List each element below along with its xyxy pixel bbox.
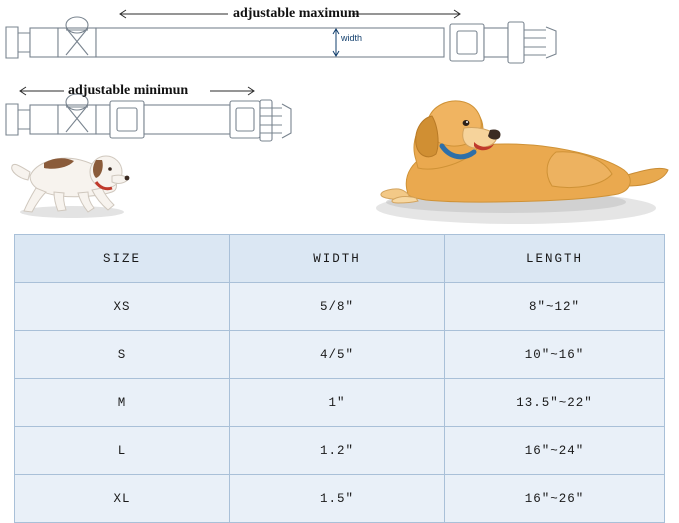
strap-min-icon — [6, 94, 291, 141]
column-header-width: WIDTH — [230, 235, 445, 283]
adjustable-minimum-label: adjustable minimun — [68, 83, 189, 98]
cell-length: 16"~24" — [445, 427, 665, 475]
cell-size: S — [15, 331, 230, 379]
cell-size: XS — [15, 283, 230, 331]
adjustable-maximum-label: adjustable maximum — [233, 6, 360, 21]
strap-max-icon — [6, 17, 556, 63]
cell-length: 8"~12" — [445, 283, 665, 331]
column-header-length: LENGTH — [445, 235, 665, 283]
size-chart-table — [14, 234, 665, 523]
table-row — [15, 283, 665, 331]
table-row — [15, 427, 665, 475]
table-row — [15, 475, 665, 523]
table-header-row — [15, 235, 665, 283]
running-dog-illustration — [12, 156, 130, 218]
table-row — [15, 379, 665, 427]
table-row — [15, 331, 665, 379]
collar-diagram-area — [0, 0, 679, 230]
cell-size: M — [15, 379, 230, 427]
cell-length: 13.5"~22" — [445, 379, 665, 427]
cell-size: XL — [15, 475, 230, 523]
cell-width: 1" — [230, 379, 445, 427]
cell-width: 4/5" — [230, 331, 445, 379]
cell-length: 16"~26" — [445, 475, 665, 523]
cell-length: 10"~16" — [445, 331, 665, 379]
cell-width: 5/8" — [230, 283, 445, 331]
column-header-size: SIZE — [15, 235, 230, 283]
cell-size: L — [15, 427, 230, 475]
lying-dog-illustration — [356, 90, 676, 230]
cell-width: 1.5" — [230, 475, 445, 523]
width-label: width — [341, 33, 363, 43]
cell-width: 1.2" — [230, 427, 445, 475]
